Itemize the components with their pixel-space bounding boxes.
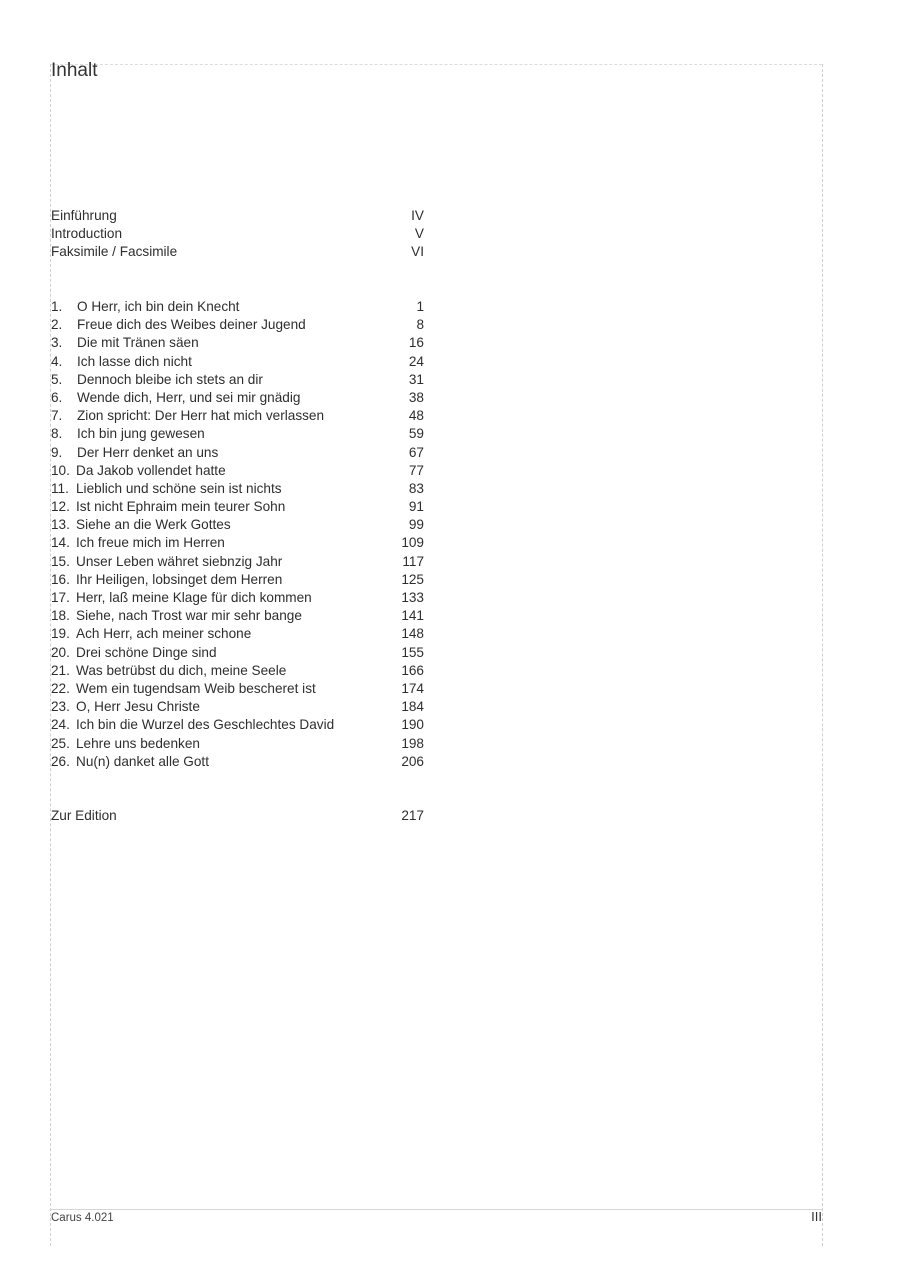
toc-entry-title: Lieblich und schöne sein ist nichts (76, 480, 282, 496)
toc-entry-number: 10. (51, 462, 70, 478)
toc-entry-title: Drei schöne Dinge sind (76, 644, 217, 660)
toc-entry-title: Ist nicht Ephraim mein teurer Sohn (76, 499, 286, 515)
toc-entry-number: 15. (51, 553, 70, 569)
toc-entry-page: 1 (416, 299, 424, 314)
toc-entry (51, 534, 424, 552)
toc-entry (51, 553, 424, 571)
toc-entry-page: 109 (401, 535, 424, 551)
toc-entry-page: 206 (401, 753, 424, 769)
toc-entry (51, 625, 424, 643)
toc-entry (51, 698, 424, 716)
toc-entry-page: VI (411, 244, 424, 260)
toc-entry-number: 1. (51, 299, 63, 314)
toc-entry-number: 26. (51, 753, 70, 769)
toc-entry-page: 148 (401, 626, 424, 642)
toc-entry-page: 16 (408, 335, 424, 351)
toc-entry-number: 18. (51, 608, 70, 624)
toc-entry-page: 125 (401, 571, 424, 587)
toc-entry-title: O Herr, ich bin dein Knecht (77, 299, 240, 314)
toc-entry-page: 217 (401, 808, 424, 823)
toc-entry-page: 59 (408, 426, 424, 442)
toc-entry-number: 22. (51, 680, 70, 696)
toc-entry-number: 16. (51, 571, 70, 587)
toc-entry (51, 589, 424, 607)
page-title: Inhalt (51, 60, 98, 81)
toc-entry-title: Ihr Heiligen, lobsinget dem Herren (76, 571, 283, 587)
toc-entry-number: 5. (51, 371, 63, 387)
toc-entry (51, 753, 424, 771)
toc-entry-title: Nu(n) danket alle Gott (76, 753, 209, 769)
toc-entry-number: 14. (51, 535, 70, 551)
toc-entry-title: Zion spricht: Der Herr hat mich verlassen (77, 408, 325, 424)
toc-entry (51, 480, 424, 498)
footer-page-number: III (811, 1209, 822, 1224)
toc-entry-page: 24 (408, 353, 424, 369)
toc-entry-page: 77 (408, 462, 424, 478)
toc-entry (51, 662, 424, 680)
toc-entry (51, 462, 424, 480)
toc-entry-page: 133 (401, 590, 424, 605)
toc-entry-number: 4. (51, 353, 63, 369)
toc-entry (51, 425, 424, 443)
toc-entry (51, 298, 424, 316)
toc-entry-page: 91 (408, 499, 424, 515)
toc-entry-number: 9. (51, 444, 63, 460)
toc-entry (51, 407, 424, 425)
toc-front-matter (51, 207, 424, 262)
toc-entry-title: Siehe, nach Trost war mir sehr bange (76, 608, 302, 624)
toc-entry (51, 680, 424, 698)
toc-entry (51, 571, 424, 589)
toc-entry-number: 24. (51, 717, 70, 733)
toc-entry-page: 166 (401, 662, 424, 678)
toc-entry-page: V (414, 226, 424, 242)
toc-entry-page: 141 (401, 608, 424, 624)
toc-entry (51, 735, 424, 753)
toc-entry (51, 607, 424, 625)
toc-entry-number: 20. (51, 644, 70, 660)
toc-entry-number: 11. (51, 480, 69, 496)
toc-entry-title: Unser Leben währet siebnzig Jahr (76, 553, 283, 569)
toc-entry-page: 31 (408, 371, 424, 387)
toc-entry-page: 38 (408, 389, 424, 405)
toc-entry-number: 3. (51, 335, 63, 351)
toc-entry-page: 155 (401, 644, 424, 660)
page-frame-top (50, 64, 822, 65)
toc-entry-title: Ich bin jung gewesen (77, 426, 205, 442)
toc-entry (51, 389, 424, 407)
toc-entry (51, 334, 424, 352)
toc-entry (51, 498, 424, 516)
toc-entry-title: Ich freue mich im Herren (76, 535, 225, 551)
toc-entry-title: Dennoch bleibe ich stets an dir (77, 371, 263, 387)
toc-entry-title: Lehre uns bedenken (76, 735, 200, 751)
toc-entry (51, 207, 424, 225)
toc-entry-title: Was betrübst du dich, meine Seele (76, 662, 287, 678)
toc-entry-number: 13. (51, 517, 70, 533)
toc-entry-number: 21. (51, 662, 70, 678)
toc-entry-title: Zur Edition (51, 808, 117, 823)
toc-entry-page: IV (411, 208, 424, 223)
toc-entry-title: Der Herr denket an uns (77, 444, 219, 460)
toc-entry-title: Faksimile / Facsimile (51, 244, 178, 260)
toc-entry (51, 444, 424, 462)
toc-entry-page: 67 (408, 444, 424, 460)
toc-entry-number: 23. (51, 699, 70, 715)
toc-entry-page: 198 (401, 735, 424, 751)
toc-entry-title: Die mit Tränen säen (77, 335, 199, 351)
toc-entry-page: 48 (408, 408, 424, 424)
toc-entry-title: Siehe an die Werk Gottes (76, 517, 231, 533)
toc-entry-title: Ach Herr, ach meiner schone (76, 626, 252, 642)
toc-entry-number: 6. (51, 389, 63, 405)
toc-entry-page: 99 (408, 517, 424, 533)
toc-entry-number: 7. (51, 408, 63, 424)
toc-entry-title: Da Jakob vollendet hatte (76, 462, 226, 478)
toc-back-matter (51, 807, 424, 825)
footer-publisher-code: Carus 4.021 (51, 1212, 114, 1224)
toc-entry-number: 19. (51, 626, 70, 642)
toc-entry (51, 644, 424, 662)
toc-entry-title: Freue dich des Weibes deiner Jugend (77, 317, 306, 333)
toc-entry-title: Wende dich, Herr, und sei mir gnädig (77, 389, 301, 405)
toc-entry-number: 25. (51, 735, 70, 751)
toc-entry-number: 8. (51, 426, 63, 442)
toc-entry-page: 8 (416, 317, 424, 333)
toc-entry-number: 17. (51, 590, 70, 605)
toc-entry-number: 12. (51, 499, 70, 515)
toc-entry (51, 716, 424, 734)
toc-entry (51, 353, 424, 371)
toc-entry-title: O, Herr Jesu Christe (76, 699, 200, 715)
toc-entry-page: 117 (402, 553, 424, 569)
toc-entry-title: Introduction (51, 226, 123, 242)
toc-entry (51, 516, 424, 534)
toc-entry-title: Ich bin die Wurzel des Geschlechtes David (76, 717, 335, 733)
toc-entry-title: Ich lasse dich nicht (77, 353, 192, 369)
toc-entry-number: 2. (51, 317, 63, 333)
toc-entry (51, 225, 424, 243)
toc-entry (51, 243, 424, 261)
toc-entry-page: 83 (408, 480, 424, 496)
toc-entry (51, 316, 424, 334)
toc-entry-title: Einführung (51, 208, 117, 223)
toc-entry (51, 807, 424, 825)
toc-entry (51, 371, 424, 389)
toc-entry-title: Herr, laß meine Klage für dich kommen (76, 590, 312, 605)
toc-entry-page: 174 (401, 680, 424, 696)
footer-rule (50, 1209, 822, 1210)
toc-songs (51, 298, 424, 771)
toc-entry-page: 190 (401, 717, 424, 733)
page-frame-right (822, 64, 823, 1246)
toc-entry-page: 184 (401, 699, 424, 715)
toc-entry-title: Wem ein tugendsam Weib bescheret ist (76, 680, 316, 696)
